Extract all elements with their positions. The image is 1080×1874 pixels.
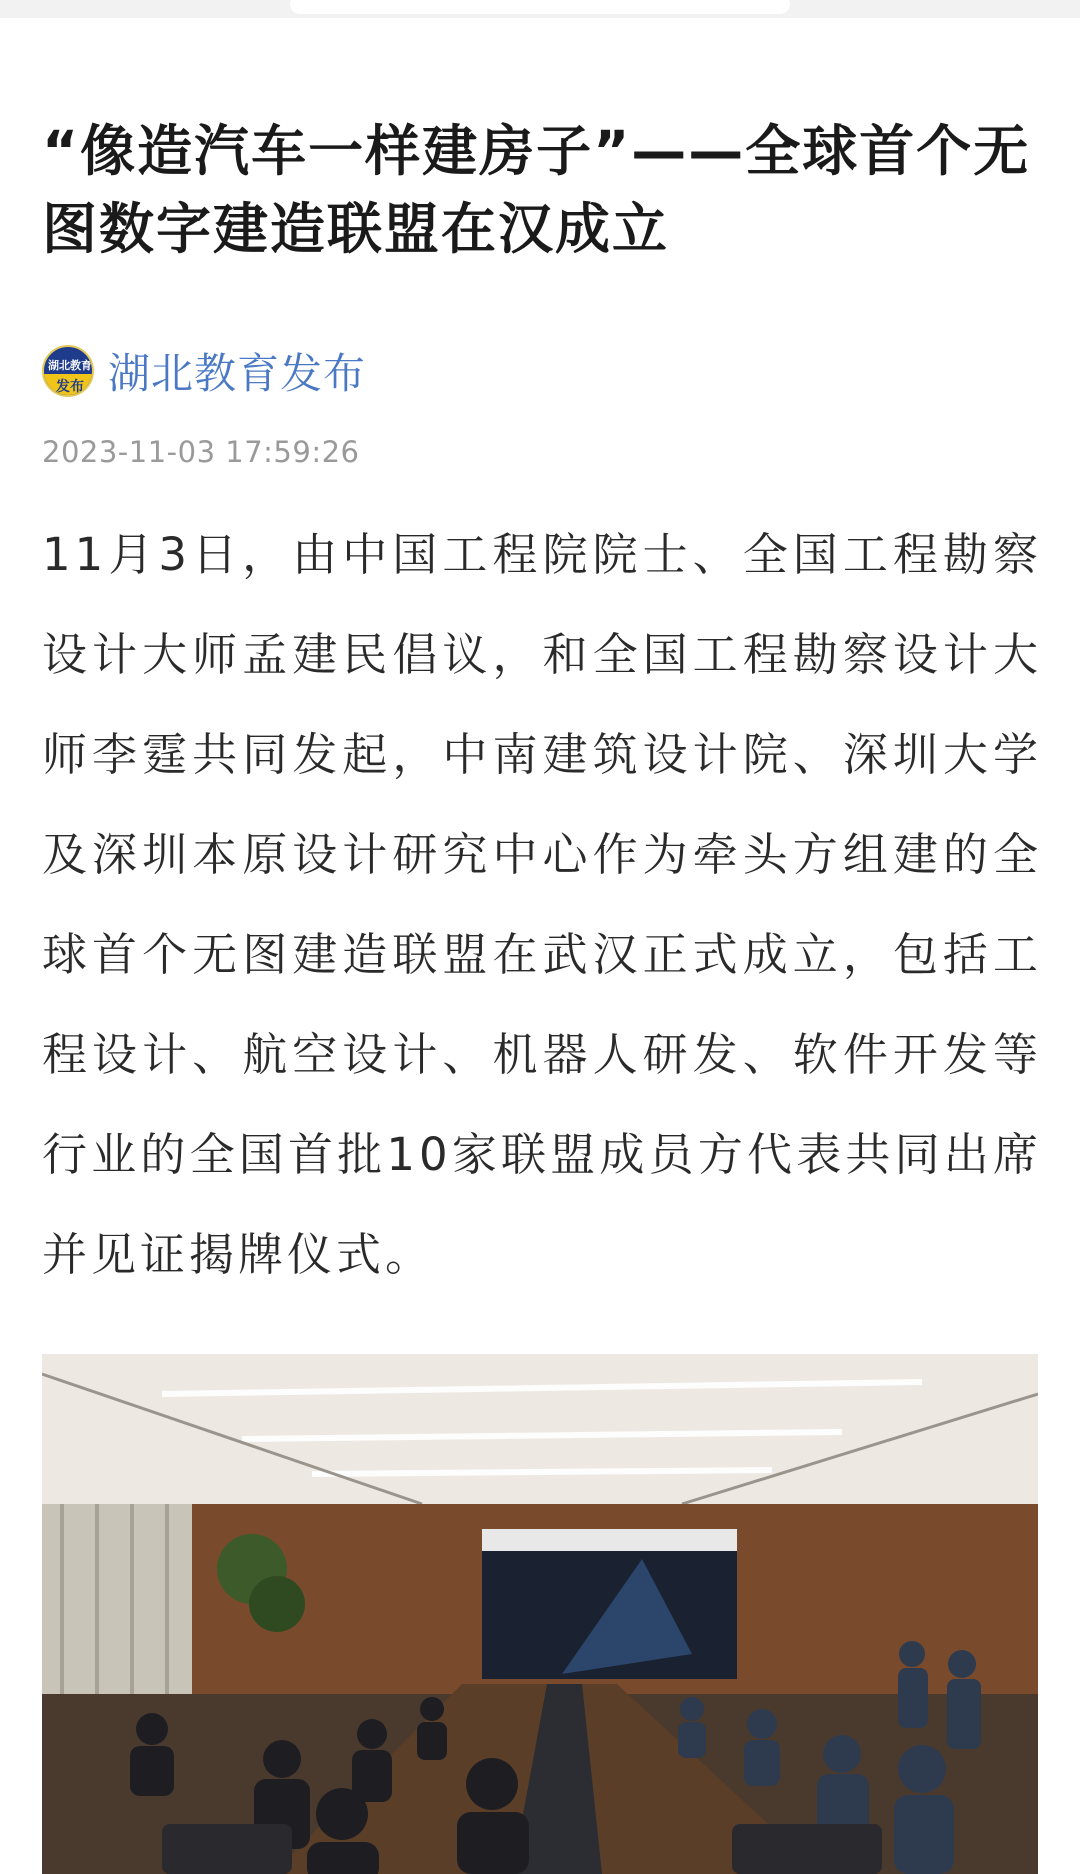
publish-timestamp: 2023-11-03 17:59:26 bbox=[42, 435, 360, 469]
top-status-strip bbox=[0, 0, 1080, 18]
svg-text:湖北教育: 湖北教育 bbox=[48, 359, 92, 372]
article-body: 11月3日，由中国工程院院士、全国工程勘察设计大师孟建民倡议，和全国工程勘察设计大师李霆共同发起，中南建筑设计院、深圳大学及深圳本原设计研究中心作为牵头方组建的全球首个无图建造联盟在武汉正式成立，包括工程设计、航空设计、机器人研发、软件开发等行业的全国首批10家联盟成员方代表共同出席并见证揭牌仪式。 bbox=[42, 528, 1042, 1281]
source-logo-icon[interactable] bbox=[42, 345, 94, 397]
svg-text:发布: 发布 bbox=[56, 379, 84, 395]
conference-photo[interactable] bbox=[42, 1354, 1038, 1874]
address-bar-edge bbox=[290, 0, 790, 14]
source-row[interactable] bbox=[42, 345, 366, 397]
article-title: “像造汽车一样建房子”——全球首个无图数字建造联盟在汉成立 bbox=[42, 119, 1031, 261]
source-name-link[interactable]: 湖北教育发布 bbox=[108, 349, 367, 398]
